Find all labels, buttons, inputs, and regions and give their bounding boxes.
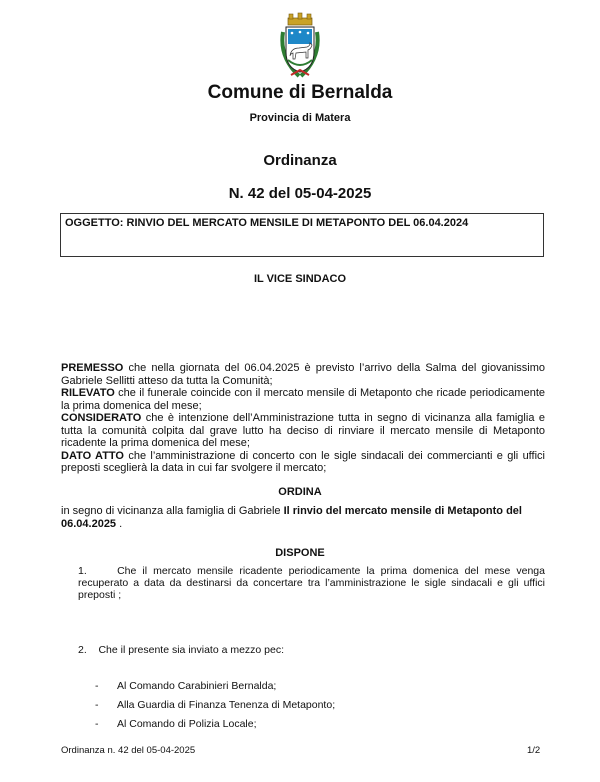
ordina-text [61,505,545,530]
item-text: Che il presente sia inviato a mezzo pec: [98,644,285,656]
premise-text: che il funerale coincide con il mercato mensile di Metaponto che ricade periodicamente la prima domenica del mese; [61,387,545,412]
premise-paragraph [61,412,545,450]
list-item [95,680,535,699]
ordina-tail: . [116,517,123,530]
page-number: 1/2 [527,745,541,756]
province-name: Provincia di Matera [249,112,351,124]
premise-key: PREMESSO [61,362,124,374]
premise-key: CONSIDERATO [61,412,142,424]
premise-paragraph [61,362,545,387]
premise-text: che l’amministrazione di concerto con le sigle sindacali dei commercianti e gli uffici preposti sceglierà la data in cui far svolgere il mercato; [61,449,545,474]
recipient-text: Al Comando di Polizia Locale; [117,718,257,730]
ordina-decision: Il rinvio del mercato mensile di Metaponto del 06.04.2025 [61,505,522,530]
ordina-heading: ORDINA [278,486,322,498]
item-number: 1. [78,565,87,577]
document-number: N. 42 del 05-04-2025 [228,185,372,202]
premise-text: che è intenzione dell’Amministrazione tutta in segno di vicinanza alla famiglia e tutta la comunità colpita dal grave lutto ha deciso di rinviare il mercato mensile di Metaponto ricadente la prima domenica del mese; [61,412,545,449]
premise-paragraph [61,387,545,412]
premise-text: che nella giornata del 06.04.2025 è previsto l’arrivo della Salma del giovanissimo Gabriele Sellitti atteso da tutta la Comunità; [61,362,545,387]
premise-key: DATO ATTO [61,449,124,462]
dispone-item-2 [78,644,545,656]
bullet-dash: - [95,680,99,692]
coat-of-arms-icon [277,12,323,82]
document-type: Ordinanza [263,152,337,169]
list-item [95,699,535,718]
premises-section [61,362,545,475]
municipality-name: Comune di Bernalda [207,82,393,103]
dispone-heading: DISPONE [275,547,325,559]
premise-key: RILEVATO [61,387,115,399]
premise-paragraph [61,450,545,475]
bullet-dash: - [95,718,99,730]
subject-text: OGGETTO: RINVIO DEL MERCATO MENSILE DI METAPONTO DEL 06.04.2024 [65,217,469,229]
list-item [95,718,535,737]
recipient-text: Alla Guardia di Finanza Tenenza di Metaponto; [117,699,336,711]
footer-document-ref: Ordinanza n. 42 del 05-04-2025 [61,745,196,756]
subject-box [60,213,544,257]
recipient-text: Al Comando Carabinieri Bernalda; [117,680,277,692]
item-number: 2. [78,644,87,656]
recipients-list [95,680,535,737]
bullet-dash: - [95,699,99,711]
item-text: Che il mercato mensile ricadente periodicamente la prima domenica del mese venga recuperato a data da destinarsi da concertare tra l’amministrazione le sigle sindacali e gli uffici preposti ; [78,565,545,601]
authority-heading: IL VICE SINDACO [253,273,347,285]
ordina-intro: in segno di vicinanza alla famiglia di Gabriele [61,505,284,517]
dispone-item-1 [78,565,545,601]
